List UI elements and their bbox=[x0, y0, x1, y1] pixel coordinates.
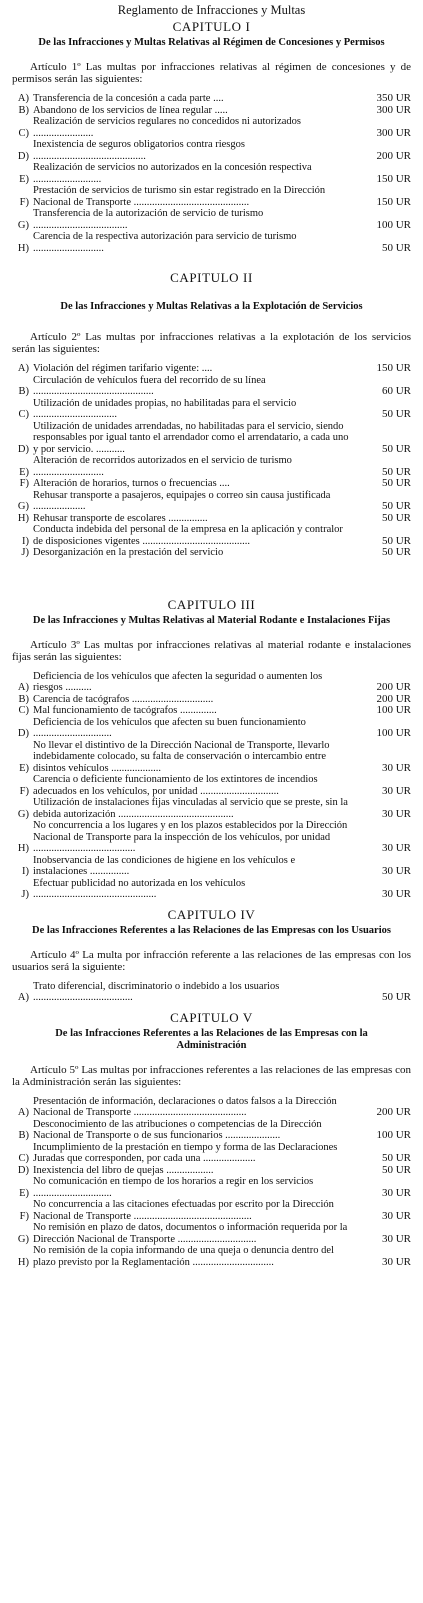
fine-item bbox=[12, 1245, 411, 1268]
item-description: Conducta indebida del personal de la empresa en la aplicación y contralor de disposiciones vigentes ......................................... bbox=[33, 524, 343, 547]
item-letter: F) bbox=[19, 785, 29, 797]
chapter-4 bbox=[12, 907, 411, 1004]
fine-amount: 200 UR bbox=[376, 681, 411, 693]
fine-amount: 30 UR bbox=[381, 1255, 411, 1268]
item-description: Violación del régimen tarifario vigente: .... bbox=[33, 363, 213, 374]
item-letter: C) bbox=[18, 409, 29, 420]
fine-item bbox=[12, 1096, 411, 1119]
item-description: Utilización de instalaciones fijas vinculadas al servicio que se preste, sin la debida autorización ............................................ bbox=[33, 797, 348, 820]
item-description: Inexistencia de seguros obligatorios contra riesgos ........................................... bbox=[33, 139, 245, 162]
item-description: Desorganización en la prestación del servicio bbox=[33, 547, 224, 558]
fine-item bbox=[12, 1199, 411, 1222]
item-description: Realización de servicios no autorizados en la concesión respectiva .......................... bbox=[33, 162, 312, 185]
fine-item bbox=[12, 981, 411, 1004]
fine-amount: 100 UR bbox=[376, 727, 411, 739]
item-letter: G) bbox=[17, 808, 29, 820]
fine-amount: 50 UR bbox=[381, 408, 411, 420]
fine-amount: 30 UR bbox=[381, 1232, 411, 1245]
item-description: Circulación de vehículos fuera del recorrido de su línea .............................................. bbox=[33, 374, 266, 397]
item-letter: G) bbox=[17, 219, 29, 231]
fine-amount: 50 UR bbox=[381, 511, 411, 524]
fine-amount: 50 UR bbox=[381, 442, 411, 455]
fine-amount: 100 UR bbox=[376, 218, 411, 231]
fine-item bbox=[12, 878, 411, 901]
item-letter: D) bbox=[17, 728, 29, 739]
chapter-heading: De las Infracciones Referentes a las Relaciones de las Empresas con los Usuarios bbox=[32, 924, 391, 936]
fine-item bbox=[12, 1142, 411, 1165]
fine-amount: 30 UR bbox=[381, 1186, 411, 1199]
item-letter: D) bbox=[17, 443, 29, 455]
item-letter: J) bbox=[21, 547, 29, 558]
fine-item bbox=[12, 671, 411, 694]
item-letter: G) bbox=[17, 1233, 29, 1245]
item-description: Incumplimiento de la prestación en tiempo y forma de las Declaraciones Juradas que corresponden, por cada una .................... bbox=[33, 1141, 338, 1164]
fine-item bbox=[12, 524, 411, 547]
item-letter: B) bbox=[18, 104, 29, 116]
fine-item bbox=[12, 139, 411, 162]
fine-item bbox=[12, 455, 411, 478]
fine-item bbox=[12, 185, 411, 208]
item-description: No remisión de la copia informando de una queja o denuncia dentro del plazo previsto por la Reglamentación ............................... bbox=[33, 1245, 334, 1268]
item-description: Deficiencia de los vehículos que afecten la seguridad o aumenten los riesgos .......... bbox=[33, 670, 323, 693]
fine-item bbox=[12, 717, 411, 740]
item-description: Rehusar transporte de escolares ............... bbox=[33, 512, 208, 524]
article-text: Artículo 1º Las multas por infracciones relativas al régimen de concesiones y de permisos serán las siguientes: bbox=[12, 61, 411, 85]
fine-item bbox=[12, 208, 411, 231]
fine-amount: 200 UR bbox=[376, 692, 411, 705]
fine-amount: 30 UR bbox=[381, 888, 411, 900]
item-letter: G) bbox=[17, 501, 29, 512]
item-letter: J) bbox=[21, 889, 29, 900]
item-description: Carencia de la respectiva autorización para servicio de turismo ........................... bbox=[33, 231, 297, 254]
item-letter: B) bbox=[18, 386, 29, 397]
item-description: Carencia o deficiente funcionamiento de los extintores de incendios adecuados en los vehículos, por unidad .............................. bbox=[33, 774, 318, 797]
item-letter: H) bbox=[17, 512, 29, 524]
fine-item bbox=[12, 774, 411, 797]
item-description: No llevar el distintivo de la Dirección Nacional de Transporte, llevarlo indebidamente colocado, su falta de conservación o intercambio entre disintos vehículos ................... bbox=[33, 739, 330, 774]
item-description: No concurrencia a las citaciones efectuadas por escrito por la Dirección Nacional de Transporte ............................................. bbox=[33, 1199, 334, 1222]
fine-amount: 50 UR bbox=[381, 534, 411, 547]
fine-item bbox=[12, 478, 411, 490]
item-letter: A) bbox=[17, 682, 29, 693]
article-text: Artículo 2º Las multas por infracciones relativas a la explotación de los servicios serán las siguientes: bbox=[12, 331, 411, 355]
fine-item bbox=[12, 231, 411, 254]
chapter-heading: De las Infracciones y Multas Relativas a la Explotación de Servicios bbox=[60, 301, 363, 312]
fine-amount: 50 UR bbox=[381, 1163, 411, 1176]
item-letter: H) bbox=[17, 1256, 29, 1268]
item-description: Trato diferencial, discriminatorio o indebido a los usuarios ...................................... bbox=[33, 980, 280, 1003]
item-letter: A) bbox=[17, 1107, 29, 1118]
fine-amount: 300 UR bbox=[376, 103, 411, 116]
chapter-label: CAPITULO III bbox=[167, 596, 256, 612]
item-letter: A) bbox=[17, 363, 29, 374]
fine-amount: 30 UR bbox=[381, 865, 411, 877]
item-letter: E) bbox=[19, 1187, 29, 1199]
fine-item bbox=[12, 705, 411, 717]
item-letter: F) bbox=[19, 196, 29, 208]
fine-list bbox=[12, 363, 411, 559]
item-letter: H) bbox=[17, 242, 29, 254]
item-letter: C) bbox=[18, 1153, 29, 1164]
item-description: Efectuar publicidad no autorizada en los vehículos ............................................... bbox=[33, 877, 246, 900]
fine-item bbox=[12, 1176, 411, 1199]
fine-amount: 100 UR bbox=[376, 1129, 411, 1141]
item-letter: I) bbox=[22, 866, 29, 877]
item-letter: D) bbox=[17, 1164, 29, 1176]
item-letter: B) bbox=[18, 693, 29, 705]
fine-item bbox=[12, 694, 411, 706]
item-letter: H) bbox=[17, 843, 29, 854]
fine-item bbox=[12, 490, 411, 513]
item-description: Mal funcionamiento de tacógrafos .............. bbox=[33, 705, 217, 716]
item-description: No comunicación en tiempo de los horarios a regir en los servicios .............................. bbox=[33, 1176, 314, 1199]
fine-amount: 30 UR bbox=[381, 807, 411, 820]
article-text: Artículo 4º La multa por infracción referente a las relaciones de las empresas con los usuarios será la siguiente: bbox=[12, 948, 411, 973]
item-description: Transferencia de la autorización de servicio de turismo .................................... bbox=[33, 208, 264, 231]
item-letter: I) bbox=[22, 535, 29, 547]
item-letter: E) bbox=[19, 466, 29, 478]
item-description: Inobservancia de las condiciones de higiene en los vehículos e instalaciones ............... bbox=[33, 854, 296, 877]
fine-amount: 50 UR bbox=[381, 1152, 411, 1164]
fine-amount: 50 UR bbox=[381, 991, 411, 1003]
chapter-heading: De las Infracciones y Multas Relativas al Régimen de Concesiones y Permisos bbox=[38, 37, 385, 48]
fine-amount: 50 UR bbox=[381, 500, 411, 512]
fine-item bbox=[12, 398, 411, 421]
document-page bbox=[0, 3, 423, 1603]
item-letter: B) bbox=[18, 1130, 29, 1141]
item-letter: F) bbox=[19, 1210, 29, 1222]
fine-amount: 50 UR bbox=[381, 465, 411, 478]
fine-amount: 150 UR bbox=[376, 362, 411, 374]
fine-amount: 30 UR bbox=[381, 842, 411, 854]
fine-item bbox=[12, 1222, 411, 1245]
fine-item bbox=[12, 740, 411, 775]
fine-item bbox=[12, 513, 411, 525]
chapter-label: CAPITULO I bbox=[172, 19, 251, 34]
item-letter: E) bbox=[19, 173, 29, 185]
fine-item bbox=[12, 105, 411, 117]
item-description: Alteración de horarios, turnos o frecuencias .... bbox=[33, 478, 230, 489]
item-description: Desconocimiento de las atribuciones o competencias de la Dirección Nacional de Transporte o de sus funcionarios ..................... bbox=[33, 1118, 322, 1141]
fine-list bbox=[12, 1096, 411, 1269]
fine-item bbox=[12, 421, 411, 456]
fine-amount: 150 UR bbox=[376, 172, 411, 185]
fine-item bbox=[12, 1119, 411, 1142]
chapter-label: CAPITULO IV bbox=[167, 906, 256, 922]
fine-amount: 350 UR bbox=[376, 92, 411, 104]
fine-amount: 30 UR bbox=[381, 1209, 411, 1222]
item-description: No concurrencia a los lugares y en los plazos establecidos por la Dirección Nacional de Transporte para la inspección de los vehículos, por unidad ....................................... bbox=[33, 820, 348, 854]
item-description: Utilización de unidades arrendadas, no habilitadas para el servicio, siendo responsables por igual tanto el arrendador como el arrendatario, a cada uno y por servicio. ........... bbox=[33, 420, 349, 455]
chapter-3 bbox=[12, 597, 411, 901]
fine-amount: 30 UR bbox=[381, 784, 411, 797]
fine-amount: 60 UR bbox=[381, 385, 411, 397]
item-description: Transferencia de la concesión a cada parte .... bbox=[33, 93, 224, 104]
chapter-heading: De las Infracciones y Multas Relativas al Material Rodante e Instalaciones Fijas bbox=[32, 614, 391, 626]
item-description: No remisión en plazo de datos, documentos o información requerida por la Dirección Nacional de Transporte .............................. bbox=[33, 1222, 348, 1245]
chapter-2 bbox=[12, 270, 411, 559]
fine-item bbox=[12, 116, 411, 139]
item-description: Utilización de unidades propias, no habilitadas para el servicio ................................ bbox=[33, 397, 297, 420]
chapter-label: CAPITULO II bbox=[170, 270, 253, 285]
item-description: Presentación de información, declaraciones o datos falsos a la Dirección Nacional de Transporte ........................................... bbox=[33, 1095, 337, 1118]
fine-item bbox=[12, 547, 411, 559]
item-description: Realización de servicios regulares no concedidos ni autorizados ....................... bbox=[33, 116, 301, 139]
fine-amount: 200 UR bbox=[376, 149, 411, 162]
item-letter: E) bbox=[19, 762, 29, 774]
fine-list bbox=[12, 671, 411, 901]
item-description: Abandono de los servicios de línea regular ..... bbox=[33, 104, 228, 116]
item-description: Rehusar transporte a pasajeros, equipajes o correo sin causa justificada .................... bbox=[33, 489, 331, 512]
fine-amount: 200 UR bbox=[376, 1106, 411, 1118]
fine-item bbox=[12, 363, 411, 375]
chapter-label: CAPITULO V bbox=[170, 1009, 253, 1025]
fine-amount: 300 UR bbox=[376, 126, 411, 139]
item-description: Inexistencia del libro de quejas .................. bbox=[33, 1164, 214, 1176]
chapter-5 bbox=[12, 1010, 411, 1269]
fine-amount: 50 UR bbox=[381, 546, 411, 558]
fine-item bbox=[12, 375, 411, 398]
fine-item bbox=[12, 820, 411, 855]
fine-amount: 50 UR bbox=[381, 477, 411, 489]
fine-amount: 30 UR bbox=[381, 761, 411, 774]
item-description: Prestación de servicios de turismo sin estar registrado en la Dirección Nacional de Transporte ............................................ bbox=[33, 185, 326, 208]
fine-item bbox=[12, 93, 411, 105]
item-letter: C) bbox=[18, 127, 29, 139]
chapter-heading: De las Infracciones Referentes a las Relaciones de las Empresas con la Administración bbox=[55, 1027, 368, 1051]
article-text: Artículo 3º Las multas por infracciones relativas al material rodante e instalaciones fijas serán las siguientes: bbox=[12, 638, 411, 663]
item-letter: C) bbox=[18, 705, 29, 716]
item-description: Deficiencia de los vehículos que afecten su buen funcionamiento .............................. bbox=[33, 716, 306, 739]
fine-item bbox=[12, 1165, 411, 1177]
fine-amount: 50 UR bbox=[381, 241, 411, 254]
fine-list bbox=[12, 93, 411, 254]
item-letter: A) bbox=[17, 992, 29, 1003]
fine-item bbox=[12, 855, 411, 878]
article-text: Artículo 5º Las multas por infracciones referentes a las relaciones de las empresas con la Administración serán las siguientes: bbox=[12, 1063, 411, 1088]
item-letter: F) bbox=[19, 478, 29, 489]
fine-item bbox=[12, 162, 411, 185]
fine-amount: 100 UR bbox=[376, 704, 411, 716]
item-description: Carencia de tacógrafos ............................... bbox=[33, 693, 214, 705]
fine-list bbox=[12, 981, 411, 1004]
item-letter: D) bbox=[17, 150, 29, 162]
item-letter: A) bbox=[17, 93, 29, 104]
fine-item bbox=[12, 797, 411, 820]
item-description: Alteración de recorridos autorizados en el servicio de turismo ........................... bbox=[33, 455, 292, 478]
document-title: Reglamento de Infracciones y Multas bbox=[117, 3, 306, 17]
chapter-1 bbox=[12, 19, 411, 254]
fine-amount: 150 UR bbox=[376, 195, 411, 208]
